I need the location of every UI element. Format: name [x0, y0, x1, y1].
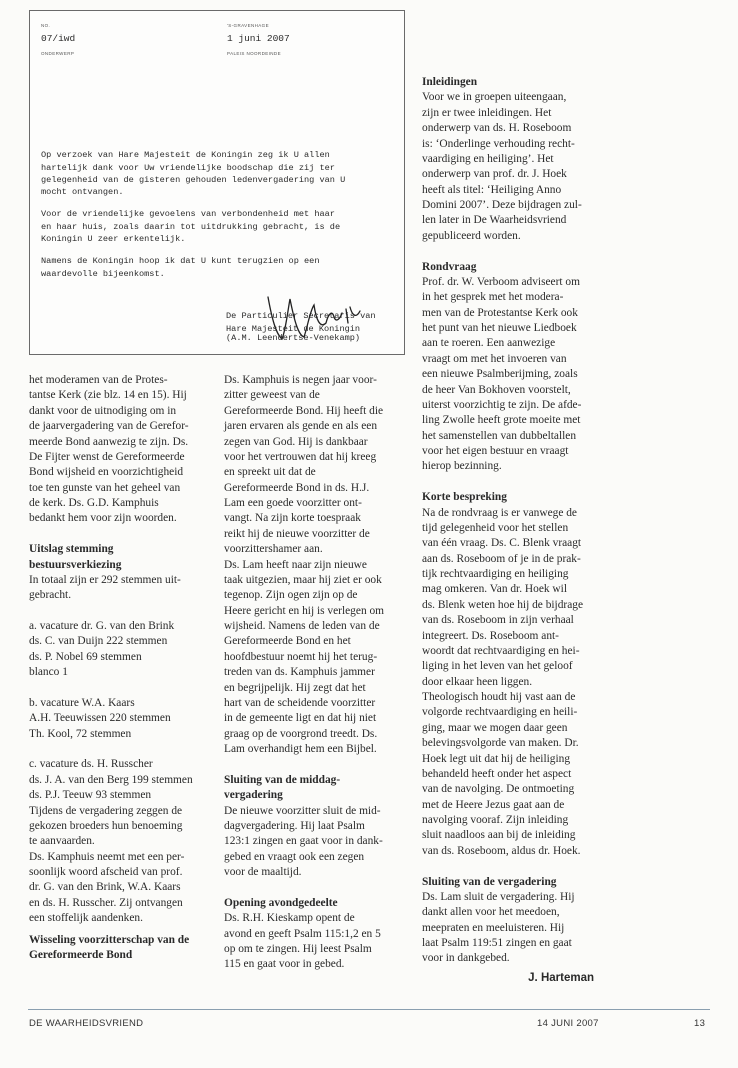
text-line: Gereformeerde Bond [29, 948, 133, 961]
text-line: tegenop. Zijn ogen zijn op de [224, 589, 358, 602]
text-line: heeft als titel: ‘Heiliging Anno [422, 183, 562, 196]
text-line: ds. C. van Duijn 222 stemmen [29, 635, 168, 648]
text-line: liging in het leven van het geloof [422, 660, 573, 673]
text-line: 123:1 zingen en gaat voor in dank- [224, 835, 383, 848]
text-line: a. vacature dr. G. van den Brink [29, 620, 175, 632]
text-line: een stoffelijk aandenken. [29, 912, 143, 925]
text-line: graag op de voorgrond treedt. Ds. [224, 727, 378, 740]
text-line: aan ds. Roseboom of je in de prak- [422, 552, 581, 565]
text-line: In totaal zijn er 292 stemmen uit- [29, 573, 181, 586]
text-line: uiterst voorzichtig te zijn. De afde- [422, 398, 582, 411]
text-line: tijk rechtvaardiging en heiliging [422, 568, 569, 580]
text-line: het moderamen van de Protes- [29, 374, 168, 386]
text-line: ds. J. A. van den Berg 199 stemmen [29, 773, 193, 786]
article-column-2 [224, 373, 420, 973]
text-line: De Fijter wenst de Gereformeerde [29, 450, 185, 463]
letter-paragraph-2: Voor de vriendelijke gevoelens van verbondenheid met haar en haar huis, zoals daarin tot uitdrukking gebracht, is de Koningin U zeer erkentelijk. [41, 209, 341, 244]
text-line: zitter geweest van de [224, 389, 320, 402]
text-line: gepubliceerd worden. [422, 229, 521, 242]
text-line: c. vacature ds. H. Russcher [29, 758, 153, 771]
section-heading [224, 896, 420, 911]
text-line: vraagt om met het invoeren van [422, 352, 567, 365]
paragraph-spacer [422, 475, 622, 490]
text-line: dr. G. van den Brink, W.A. Kaars [29, 881, 181, 894]
text-line: Lam een goede voorzitter ont- [224, 497, 362, 509]
paragraph-spacer [29, 527, 225, 542]
text-line: gebed en vraagt ook een zegen [224, 850, 365, 863]
text-line: laat Psalm 119:51 zingen en gaat [422, 937, 572, 949]
text-line: en ds. H. Russcher. Zij ontvangen [29, 896, 183, 909]
text-line: bedankt hem voor zijn woorden. [29, 512, 177, 525]
text-line: wijsheid. Namens de leden van de [224, 620, 380, 632]
text-line: en spreekt uit dat de [224, 466, 316, 479]
text-line: hierop bezinning. [422, 460, 502, 473]
paragraph-spacer [224, 880, 420, 895]
letter-paragraph-3: Namens de Koningin hoop ik dat U kunt terugzien op een waardevolle bijeenkomst. [41, 256, 320, 279]
paragraph [224, 373, 420, 757]
text-line: mag omkeren. Van dr. Hoek wil [422, 583, 567, 596]
text-line: dankt allen voor het meedoen, [422, 906, 560, 919]
text-line: Heere gericht en hij is verlegen om [224, 604, 385, 617]
text-line: Tijdens de vergadering zeggen de [29, 804, 183, 817]
text-line: de jaarvergadering van de Gerefor- [29, 420, 189, 433]
text-line: voorzittershamer aan. [224, 543, 323, 556]
text-line: het punt van het nieuwe Liedboek [422, 322, 577, 334]
text-line: Ds. R.H. Kieskamp opent de [224, 912, 355, 925]
text-line: Gereformeerde Bond. Hij heeft die [224, 404, 384, 417]
text-line: ling Zwolle heeft grote moeite met [422, 414, 581, 427]
text-line: Th. Kool, 72 stemmen [29, 727, 132, 740]
footer-page-number: 13 [694, 1018, 706, 1029]
text-line: met de Heere Jezus gaat aan de [422, 798, 565, 811]
paragraph-spacer [29, 742, 225, 757]
text-line: een nieuwe Psalmberijming, zoals [422, 368, 578, 381]
text-line: te aanvaarden. [29, 835, 95, 848]
text-line: en begrijpelijk. Hij zegt dat het [224, 681, 366, 694]
signature-title: De Particulier Secretaris van Hare Majesteit de Koningin [226, 311, 376, 334]
footer-date: 14 JUNI 2007 [537, 1018, 599, 1029]
text-line: Voor we in groepen uiteengaan, [422, 91, 567, 104]
text-line: vaardiging en heiliging’. Het [422, 152, 554, 165]
text-line: Sluiting van de middag- [224, 773, 341, 786]
paragraph-spacer [29, 681, 225, 696]
text-line: meerde Bond aanwezig te zijn. Ds. [29, 435, 189, 448]
text-line: men van de Protestantse Kerk ook [422, 306, 578, 319]
text-line: Inleidingen [422, 76, 478, 88]
text-line: Lam overhandigt hem een Bijbel. [224, 743, 377, 755]
text-line: het samenstellen van dubbeltallen [422, 429, 577, 442]
paragraph-spacer [422, 244, 622, 259]
text-line: Wisseling voorzitterschap van de [29, 933, 190, 946]
text-line: woordt dat rechtvaardiging en hei- [422, 644, 580, 657]
text-line: Sluiting van de vergadering [422, 875, 557, 888]
footer-divider [28, 1009, 710, 1010]
paragraph [29, 757, 225, 926]
section-heading [29, 933, 225, 964]
text-line: Ds. Lam sluit de vergadering. Hij [422, 890, 575, 903]
text-line: Opening avondgedeelte [224, 896, 338, 909]
paragraph [29, 619, 225, 681]
text-line: onderwerp van prof. dr. J. Hoek [422, 168, 567, 181]
letter-no-value: 07/iwd [41, 33, 76, 44]
text-line: b. vacature W.A. Kaars [29, 696, 135, 709]
text-line: Ds. Lam heeft naar zijn nieuwe [224, 558, 367, 571]
text-line: Bond wijsheid en voorzichtigheid [29, 466, 184, 479]
text-line: Prof. dr. W. Verboom adviseert om [422, 275, 580, 288]
paragraph [422, 506, 622, 860]
text-line: ds. Blenk weten hoe hij de bijdrage [422, 598, 584, 611]
text-line: Ds. Kamphuis is negen jaar voor- [224, 374, 377, 386]
text-line: door elkaar heen liggen. [422, 675, 533, 688]
paragraph-spacer [422, 859, 622, 874]
text-line: voor in dankgebed. [422, 952, 510, 965]
text-line: blanco 1 [29, 666, 68, 679]
text-line: van de navolging. De ontmoeting [422, 783, 575, 796]
text-line: Rondvraag [422, 260, 477, 273]
paragraph [224, 804, 420, 881]
text-line: op om te zingen. Hij leest Psalm [224, 942, 372, 955]
text-line: voor het eigen bestuur en vraagt [422, 445, 569, 457]
text-line: ds. P. Nobel 69 stemmen [29, 650, 142, 663]
text-line: hoofdbestuur noemt hij het terug- [224, 650, 378, 663]
text-line: soonlijk woord afscheid van prof. [29, 866, 183, 878]
text-line: van ds. Roseboom, aldus dr. Hoek. [422, 844, 581, 857]
letter-date: 1 juni 2007 [227, 33, 290, 44]
text-line: vergadering [224, 789, 283, 802]
signature-name: (A.M. Leendertse-Venekamp) [226, 333, 361, 343]
paragraph [224, 911, 420, 973]
text-line: Gereformeerde Bond en het [224, 635, 351, 648]
paragraph [29, 696, 225, 742]
text-line: Korte bespreking [422, 491, 507, 504]
text-line: Ds. Kamphuis neemt met een per- [29, 850, 185, 863]
text-line: van ds. Roseboom in zijn verhaal [422, 614, 574, 627]
text-line: dagvergadering. Hij laat Psalm [224, 819, 365, 832]
section-heading [422, 875, 622, 890]
section-heading [29, 542, 225, 573]
text-line: vangt. Na zijn korte toespraak [224, 512, 361, 525]
text-line: Theologisch houdt hij vast aan de [422, 691, 576, 703]
text-line: Uitslag stemming [29, 543, 114, 556]
section-heading [224, 773, 420, 804]
text-line: volgorde rechtvaardiging en heili- [422, 706, 578, 719]
text-line: reikt hij de nieuwe voorzitter de [224, 527, 370, 540]
text-line: ging, maar we mogen daar geen [422, 721, 568, 734]
royal-letter [29, 10, 405, 355]
section-heading [422, 490, 622, 505]
text-line: gekozen broeders hun benoeming [29, 819, 183, 832]
text-line: is: ‘Onderlinge verhouding recht- [422, 137, 575, 150]
text-line: behandeld heeft onder het aspect [422, 767, 572, 780]
text-line: tijd gelegenheid voor het stellen [422, 521, 569, 534]
author-signature: J. Harteman [528, 971, 594, 984]
text-line: 115 en gaat voor in gebed. [224, 958, 345, 971]
text-line: toe ten gunste van het geheel van [29, 481, 181, 494]
text-line: A.H. Teeuwissen 220 stemmen [29, 712, 171, 725]
text-line: tantse Kerk (zie blz. 14 en 15). Hij [29, 389, 187, 402]
section-heading [422, 260, 622, 275]
text-line: de heer Van Bokhoven voorstelt, [422, 383, 571, 396]
text-line: avond en geeft Psalm 115:1,2 en 5 [224, 927, 381, 940]
paragraph [29, 373, 225, 527]
paragraph [422, 275, 622, 475]
paragraph [29, 573, 225, 604]
article-column-1 [29, 373, 225, 963]
text-line: treden van ds. Kamphuis jammer [224, 666, 375, 679]
text-line: in het gesprek met het modera- [422, 291, 564, 304]
text-line: zijn er twee inleidingen. Het [422, 106, 552, 119]
letter-palace-label: PALEIS NOORDEINDE [227, 51, 281, 56]
paragraph [422, 890, 622, 967]
text-line: gebracht. [29, 589, 72, 602]
text-line: len later in De Waarheidsvriend [422, 214, 567, 227]
text-line: meepraten en meeluisteren. Hij [422, 921, 565, 934]
text-line: in de gemeente ligt en dat hij niet [224, 712, 377, 725]
letter-no-label: NO. [41, 23, 51, 28]
letter-onderwerp-label: ONDERWERP [41, 51, 75, 56]
text-line: bestuursverkiezing [29, 558, 122, 571]
paragraph [422, 90, 622, 244]
text-line: van één vraag. Ds. C. Blenk vraagt [422, 537, 582, 550]
text-line: voor het vertrouwen dat hij kreeg [224, 450, 377, 463]
text-line: de kerk. Ds. G.D. Kamphuis [29, 497, 159, 509]
text-line: ds. P.J. Teeuw 93 stemmen [29, 789, 152, 802]
text-line: hart van de scheidende voorzitter [224, 696, 376, 709]
text-line: taak uitgezien, maar hij ziet er ook [224, 573, 382, 586]
text-line: belevingsvolgorde van maken. Dr. [422, 737, 579, 750]
text-line: dankt voor de uitnodiging om in [29, 404, 177, 417]
footer-publication: DE WAARHEIDSVRIEND [29, 1018, 144, 1029]
text-line: zegen van God. Hij is dankbaar [224, 435, 368, 448]
text-line: voor de maaltijd. [224, 866, 302, 878]
text-line: navolging vooraf. Zijn inleiding [422, 814, 569, 826]
text-line: Hoek legt uit dat hij de heiliging [422, 752, 571, 765]
text-line: jaren ervaren als gende en als een [224, 420, 378, 433]
text-line: sluit naadloos aan bij de inleiding [422, 829, 576, 842]
section-heading [422, 75, 622, 90]
text-line: integreert. Ds. Roseboom ant- [422, 629, 559, 642]
text-line: Na de rondvraag is er vanwege de [422, 506, 577, 519]
text-line: Domini 2007’. Deze bijdragen zul- [422, 199, 582, 211]
article-column-3 [422, 75, 622, 986]
paragraph-spacer [29, 604, 225, 619]
text-line: De nieuwe voorzitter sluit de mid- [224, 804, 381, 817]
text-line: aan te roeren. Een aanwezige [422, 337, 556, 350]
letter-paragraph-1: Op verzoek van Hare Majesteit de Koningin zeg ik U allen hartelijk dank voor Uw vriendelijke boodschap die zij ter gelegenheid van de gisteren gehouden ledenvergadering van U mocht ontvangen. [41, 150, 346, 198]
letter-place-label: 'S-GRAVENHAGE [227, 23, 269, 28]
text-line: Gereformeerde Bond in ds. H.J. [224, 481, 370, 494]
paragraph-spacer [224, 757, 420, 772]
text-line: onderwerp van ds. H. Roseboom [422, 122, 572, 135]
